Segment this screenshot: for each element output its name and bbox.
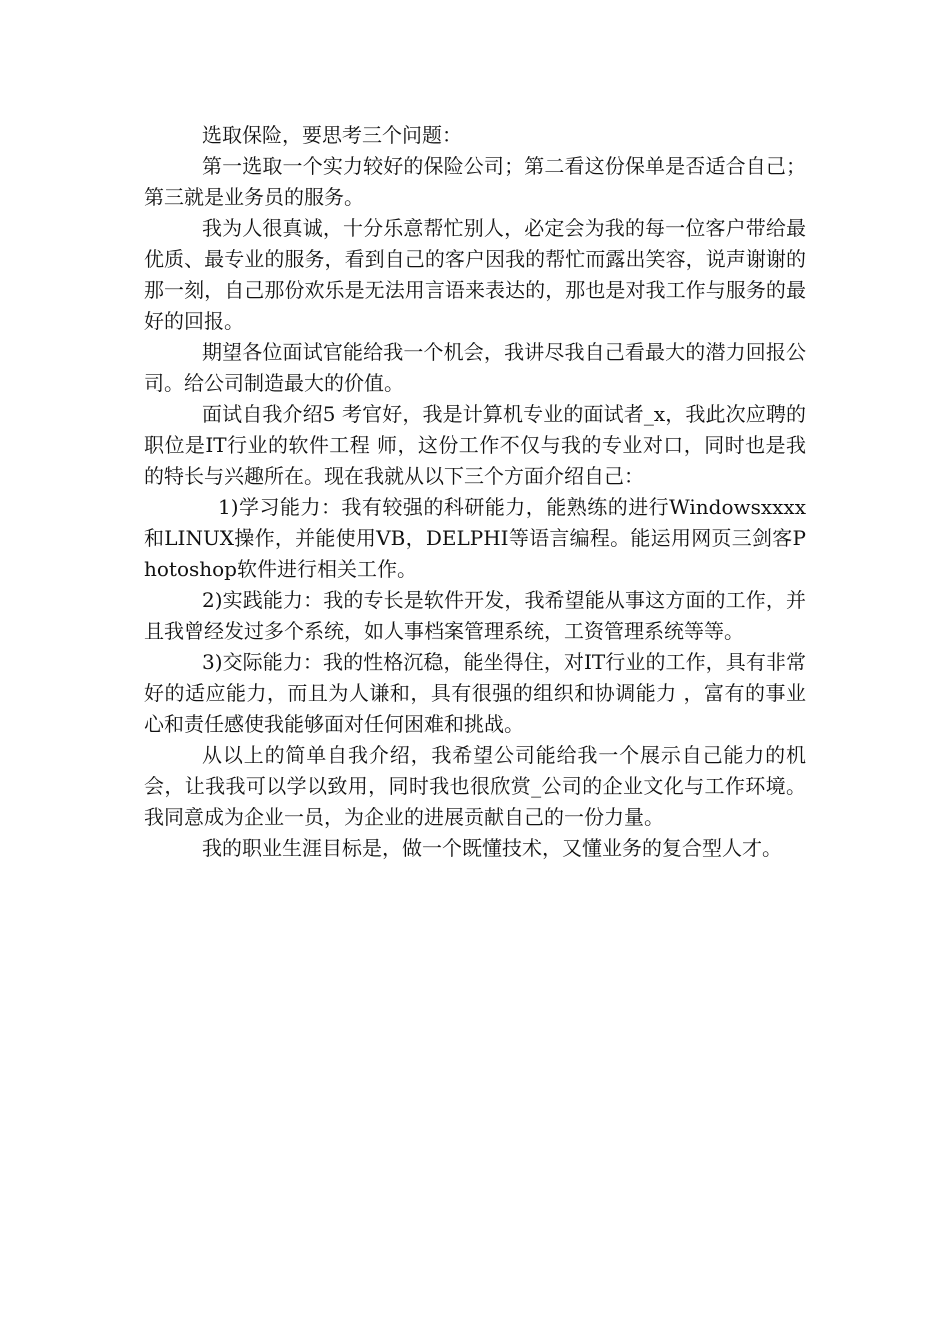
paragraph-practical-ability: 2)实践能力：我的专长是软件开发，我希望能从事这方面的工作，并且我曾经发过多个系统，如人事档案管理系统，工资管理系统等等。: [144, 588, 806, 643]
paragraph-self-introduction: 面试自我介绍5 考官好，我是计算机专业的面试者_x，我此次应聘的职位是IT行业的软件工程 师，这份工作不仅与我的专业对口，同时也是我的特长与兴趣所在。现在我就从以下三个方面介绍自己：: [144, 402, 806, 488]
paragraph-personality: 我为人很真诚，十分乐意帮忙别人，必定会为我的每一位客户带给最优质、最专业的服务，看到自己的客户因我的帮忙而露出笑容，说声谢谢的那一刻，自己那份欢乐是无法用言语来表达的，那也是对我工作与服务的最好的回报。: [144, 216, 806, 333]
paragraph-insurance-questions: 选取保险，要思考三个问题：: [202, 123, 462, 147]
paragraph-social-ability: 3)交际能力：我的性格沉稳，能坐得住，对IT行业的工作，具有非常好的适应能力，而且为人谦和，具有很强的组织和协调能力 ，富有的事业心和责任感使我能够面对任何困难和挑战。: [144, 650, 806, 736]
paragraph-learning-ability: 1)学习能力：我有较强的科研能力，能熟练的进行Windowsxxxx和LINUX操作，并能使用VB，DELPHI等语言编程。能运用网页三剑客Photoshop软件进行相关工作。: [144, 495, 806, 581]
paragraph-career-goal: 我的职业生涯目标是，做一个既懂技术，又懂业务的复合型人才。: [202, 836, 782, 860]
paragraph-hope: 期望各位面试官能给我一个机会，我讲尽我自己看最大的潜力回报公司。给公司制造最大的价值。: [144, 340, 806, 395]
paragraph-insurance-choice: 第一选取一个实力较好的保险公司；第二看这份保单是否适合自己；第三就是业务员的服务。: [144, 154, 806, 209]
paragraph-conclusion: 从以上的简单自我介绍，我希望公司能给我一个展示自己能力的机会，让我我可以学以致用，同时我也很欣赏_公司的企业文化与工作环境。我同意成为企业一员，为企业的进展贡献自己的一份力量。: [144, 743, 806, 829]
document-body: [144, 120, 806, 864]
